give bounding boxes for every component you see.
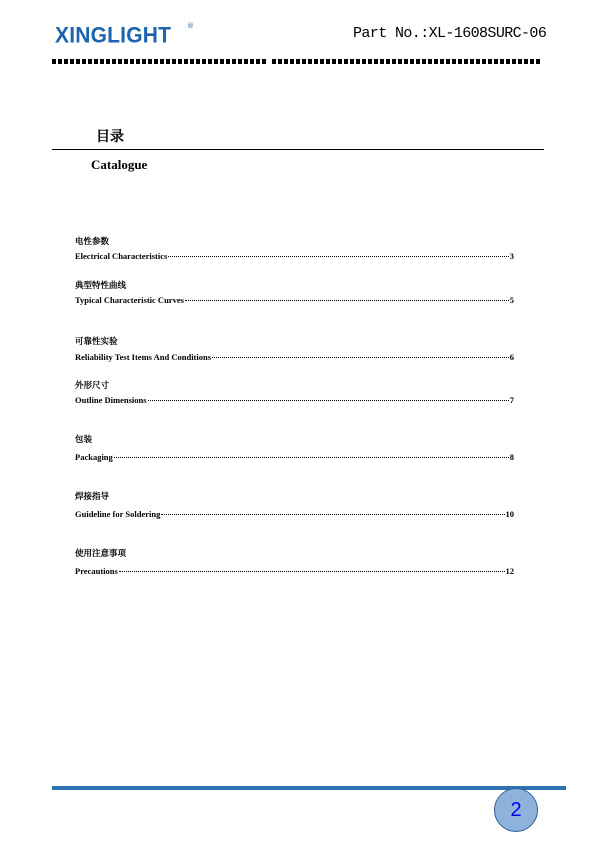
toc-entry-label: Typical Characteristic Curves bbox=[75, 295, 184, 305]
toc-entry-page: 10 bbox=[505, 509, 514, 519]
toc-title-english: Catalogue bbox=[91, 157, 148, 172]
dot-leader bbox=[168, 256, 508, 257]
toc-entry-page: 3 bbox=[509, 251, 514, 261]
dot-leader bbox=[148, 400, 509, 401]
toc-title-chinese: 目录 bbox=[96, 129, 124, 145]
toc-entry-reliability[interactable] bbox=[75, 352, 514, 364]
registered-mark: ® bbox=[187, 22, 194, 30]
page-number-badge: 2 bbox=[494, 788, 538, 832]
toc-entry-page: 12 bbox=[505, 566, 514, 576]
toc-entry-precautions[interactable] bbox=[75, 566, 514, 578]
toc-entry-label: Precautions bbox=[75, 566, 118, 576]
toc-entry-page: 7 bbox=[509, 395, 514, 405]
toc-entry-label: Outline Dimensions bbox=[75, 395, 147, 405]
toc-entry-page: 5 bbox=[509, 295, 514, 305]
toc-entry-label: Electrical Characteristics bbox=[75, 251, 168, 261]
header-divider-right bbox=[272, 59, 540, 64]
toc-entry-page: 6 bbox=[509, 352, 514, 362]
toc-entry-cn-electrical: 电性参数 bbox=[75, 237, 110, 247]
toc-entry-packaging[interactable] bbox=[75, 452, 514, 464]
brand-logo: XINGLIGHT bbox=[55, 23, 172, 48]
header-divider-left bbox=[52, 59, 266, 64]
toc-entry-soldering[interactable] bbox=[75, 509, 514, 521]
toc-title-rule bbox=[52, 149, 544, 150]
dot-leader bbox=[114, 457, 509, 458]
toc-entry-cn-curves: 典型特性曲线 bbox=[75, 281, 127, 291]
dot-leader bbox=[212, 357, 509, 358]
footer-bar bbox=[52, 786, 566, 790]
dot-leader bbox=[185, 300, 509, 301]
toc-entry-electrical[interactable] bbox=[75, 251, 514, 263]
toc-entry-outline[interactable] bbox=[75, 395, 514, 407]
dot-leader bbox=[161, 514, 504, 515]
toc-entry-cn-reliability: 可靠性实验 bbox=[75, 337, 118, 347]
toc-entry-label: Packaging bbox=[75, 452, 113, 462]
part-number: Part No.:XL-1608SURC-06 bbox=[353, 25, 547, 42]
toc-entry-label: Reliability Test Items And Conditions bbox=[75, 352, 212, 362]
toc-entry-cn-packaging: 包装 bbox=[75, 435, 93, 445]
toc-entry-cn-outline: 外形尺寸 bbox=[75, 381, 110, 391]
toc-entry-label: Guideline for Soldering bbox=[75, 509, 161, 519]
toc-entry-page: 8 bbox=[509, 452, 514, 462]
toc-entry-cn-soldering: 焊接指导 bbox=[75, 492, 110, 502]
toc-entry-curves[interactable] bbox=[75, 295, 514, 307]
dot-leader bbox=[119, 571, 505, 572]
toc-entry-cn-precautions: 使用注意事项 bbox=[75, 549, 127, 559]
